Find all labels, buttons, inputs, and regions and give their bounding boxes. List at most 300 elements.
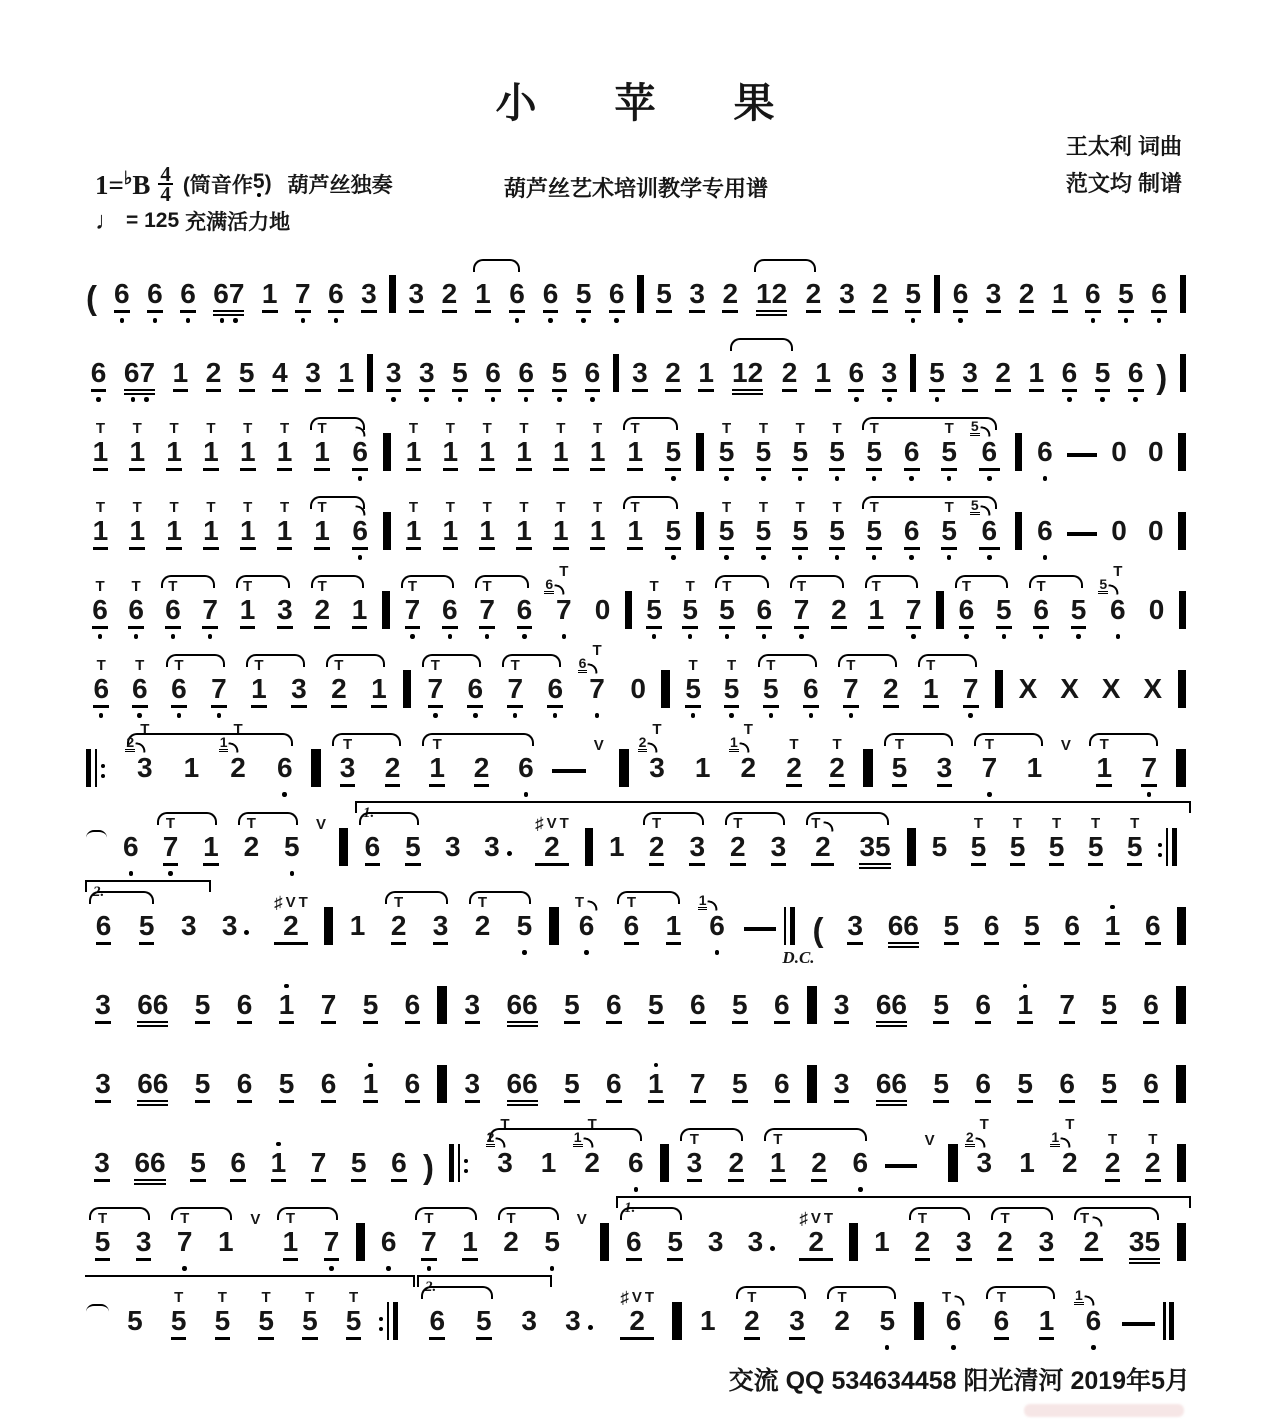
tonguing-mark: T <box>766 657 776 674</box>
note-inner <box>346 1277 362 1353</box>
octave-dot-low <box>217 713 222 718</box>
beam-zone <box>732 387 763 395</box>
note-digit-row <box>507 1068 538 1098</box>
note-digit-row <box>996 594 1012 624</box>
note-digit: 1 <box>172 357 189 388</box>
beam-line <box>876 1100 907 1102</box>
note <box>866 1198 898 1274</box>
note-inner <box>222 882 250 958</box>
note-digit: 1 <box>92 436 109 467</box>
note <box>356 250 381 326</box>
tonguing-mark: T <box>500 1116 510 1133</box>
note-ornament-zone <box>729 721 759 752</box>
barline <box>549 907 558 945</box>
note-digit: 7 <box>555 594 572 625</box>
note-digit: 1 <box>1096 752 1113 783</box>
octave-dot-low <box>671 555 676 560</box>
note-digit-row <box>923 673 939 703</box>
beam-line <box>962 389 978 392</box>
octave-dot-zone <box>987 553 992 563</box>
note-digit: 7 <box>323 1226 340 1257</box>
beam-zone <box>443 466 459 474</box>
note <box>510 408 539 484</box>
note-digit: 1 <box>203 831 219 862</box>
slur-arc-icon <box>332 733 401 746</box>
slur-group <box>495 1198 569 1274</box>
note-digit: 7 <box>589 673 605 704</box>
tonguing-mark: T <box>96 657 106 674</box>
note-digit-row <box>984 910 1000 940</box>
slur-group <box>617 1198 692 1274</box>
ornament-marks <box>519 499 528 515</box>
note-digit-row <box>92 594 108 624</box>
note-digit-row <box>433 910 449 940</box>
beam-line <box>941 547 957 550</box>
tonguing-mark: T <box>285 1210 296 1227</box>
bar-thin <box>458 1144 461 1182</box>
note-inner <box>1118 250 1134 326</box>
note-digit-row <box>203 436 219 466</box>
beam-line <box>883 705 899 708</box>
barline <box>936 591 944 629</box>
beam-line <box>385 784 401 787</box>
beam-line <box>876 1021 907 1023</box>
beam-line <box>240 626 256 629</box>
slur-group <box>803 803 899 879</box>
beam-line <box>732 1021 748 1024</box>
note <box>86 645 116 721</box>
note-digit: 6 <box>92 594 108 625</box>
grace-curl-icon <box>495 1137 507 1147</box>
note-digit: 7 <box>176 1226 193 1257</box>
barline <box>403 670 411 708</box>
slur-group <box>412 1198 486 1274</box>
ending-label: 1. <box>624 1200 636 1216</box>
note-digit-row <box>1085 278 1101 308</box>
note-inner <box>732 1040 748 1116</box>
note <box>879 882 927 958</box>
beam-zone <box>756 308 787 316</box>
beam-zone <box>732 1019 748 1027</box>
note-inner <box>258 1277 274 1353</box>
note <box>86 961 120 1037</box>
beam-line <box>1095 389 1111 392</box>
beam-zone <box>314 545 330 553</box>
beam-line <box>690 1100 706 1103</box>
augmentation-dot <box>244 930 249 935</box>
beam-line <box>1049 863 1065 866</box>
beam-zone <box>184 782 200 790</box>
note-digit-row <box>95 989 111 1019</box>
note-inner <box>114 250 130 326</box>
note-inner <box>698 882 728 958</box>
beam-line <box>756 310 787 312</box>
note-inner <box>564 1040 580 1116</box>
note-digit-row <box>485 357 501 387</box>
beam-line <box>1127 863 1143 866</box>
note-inner <box>443 408 459 484</box>
note-digit-row <box>1111 436 1127 466</box>
note <box>511 1277 547 1353</box>
note-ornament-zone <box>759 408 768 436</box>
note-digit-row <box>624 910 640 940</box>
note-inner <box>507 1040 538 1116</box>
repeat-dots <box>101 764 105 778</box>
note-ornament-zone <box>243 487 252 515</box>
beam-zone <box>1059 1098 1075 1106</box>
note-digit-row <box>995 357 1011 387</box>
note-digit: 5 <box>929 357 945 388</box>
note <box>168 329 193 405</box>
note-digit: 1 <box>314 436 330 467</box>
beam-line <box>95 1258 111 1261</box>
ornament-marks <box>744 723 753 737</box>
slur-arc-icon <box>236 575 290 588</box>
tonguing-mark: T <box>243 499 253 516</box>
note <box>1141 408 1170 484</box>
score-line <box>86 882 1186 967</box>
title-char: 苹 <box>614 80 658 126</box>
note-inner <box>409 250 425 326</box>
note-inner <box>1049 803 1065 879</box>
beam-line <box>1105 942 1121 945</box>
note-digit: 6 <box>903 515 920 546</box>
note-digit-row <box>163 831 179 861</box>
note-digit-row <box>475 278 491 308</box>
beam-zone <box>888 940 919 948</box>
beam-zone <box>239 387 255 395</box>
note-digit-row <box>933 989 949 1019</box>
note-digit: 7 <box>479 594 495 625</box>
beam-line <box>576 310 592 313</box>
octave-dot-low <box>550 1266 555 1271</box>
beam-line <box>516 547 532 550</box>
tonguing-mark: T <box>243 420 253 437</box>
grace-digit: 2 <box>965 1129 974 1145</box>
sharp-icon: ♯ <box>274 893 283 912</box>
beam-line <box>338 389 354 392</box>
beam-zone <box>240 624 256 632</box>
watermark <box>1024 1404 1184 1417</box>
octave-dot-zone <box>491 395 496 405</box>
grace-curl-icon <box>228 742 240 752</box>
note-digit: 66 <box>134 1147 166 1178</box>
note-digit: 1 <box>338 357 354 388</box>
note-inner <box>829 487 845 563</box>
note-digit-row <box>1143 989 1159 1019</box>
beam-line <box>834 1100 850 1103</box>
note-digit-row <box>351 1147 367 1177</box>
beam-line <box>1085 310 1101 313</box>
note-digit: 5 <box>1070 594 1087 625</box>
note-digit-row <box>1071 594 1087 624</box>
beam-line <box>476 1337 492 1340</box>
tonguing-mark: T <box>1113 563 1123 580</box>
note-digit: 5 <box>284 831 300 862</box>
note <box>1080 250 1105 326</box>
note-digit: 7 <box>793 594 810 625</box>
repeat-end <box>379 1302 410 1340</box>
note-digit-row <box>932 831 948 861</box>
beam-zone <box>1029 387 1045 395</box>
grace-curl-icon <box>587 663 599 673</box>
note-digit-row <box>629 1305 645 1335</box>
note-digit: 5 <box>718 436 735 467</box>
beam-zone <box>385 782 401 790</box>
repeat-dot <box>101 764 105 768</box>
beam-line <box>1088 863 1104 866</box>
octave-dot-low <box>182 1266 187 1271</box>
beam-line <box>314 547 330 550</box>
note-inner <box>965 1116 995 1195</box>
slur-arc-icon <box>326 654 385 667</box>
beam-line <box>429 784 445 787</box>
note-digit-row <box>230 1147 246 1177</box>
note-digit-row <box>251 673 267 703</box>
tonguing-mark: T <box>1036 578 1046 595</box>
octave-dot-low <box>233 318 238 323</box>
note-digit-row <box>1145 910 1161 940</box>
note-inner <box>1064 882 1080 958</box>
note-digit: 6 <box>1085 278 1101 309</box>
note-inner <box>648 1040 664 1116</box>
tonguing-mark: T <box>342 736 353 753</box>
beam-line <box>173 389 189 392</box>
note-digit-row <box>584 1147 600 1177</box>
note-ornament-zone <box>409 487 418 515</box>
note <box>209 250 250 326</box>
note-inner <box>708 1198 724 1274</box>
slur-group <box>751 250 827 326</box>
note-inner <box>975 1040 991 1116</box>
beam-zone <box>475 940 491 948</box>
beam-zone <box>553 545 569 553</box>
note-inner <box>173 329 189 405</box>
note-digit: 5 <box>829 436 845 467</box>
tonguing-mark: T <box>135 657 145 674</box>
slur-group <box>274 1198 348 1274</box>
note-digit-row <box>565 1305 593 1335</box>
note-digit: 1 <box>166 515 182 546</box>
tonguing-mark: T <box>477 894 488 911</box>
beam-zone <box>647 782 668 790</box>
note-digit: 5 <box>665 515 682 546</box>
note-digit-row <box>479 436 495 466</box>
note-digit: 1 <box>868 594 885 625</box>
octave-dot-zone <box>1067 395 1072 405</box>
beam-zone <box>1148 545 1164 553</box>
note-inner <box>445 803 461 879</box>
note <box>205 1277 241 1353</box>
note-digit: 6 <box>171 673 187 704</box>
note <box>182 1119 214 1195</box>
slur-group <box>472 566 539 642</box>
octave-dot-zone <box>550 1264 555 1274</box>
note-digit-row <box>277 436 293 466</box>
note-digit-row <box>406 436 422 466</box>
ornament-marks <box>796 499 805 515</box>
beam-line <box>876 1025 907 1027</box>
note-ornament-zone <box>446 408 455 436</box>
note <box>455 1040 489 1116</box>
notation-body <box>0 246 1272 1353</box>
note-digit-row <box>95 1068 111 1098</box>
ornament-marks <box>832 499 841 515</box>
beam-line <box>843 705 859 708</box>
tonguing-mark: T <box>217 1289 227 1306</box>
note <box>901 250 926 326</box>
barline <box>600 1223 609 1261</box>
beam-zone <box>190 1177 206 1185</box>
note-digit: 1 <box>815 357 831 388</box>
note-digit: 66 <box>506 1068 538 1099</box>
grace-digit: 1 <box>573 1129 582 1145</box>
sharp-icon: ♯ <box>620 1288 629 1307</box>
note-digit: 5 <box>723 673 740 704</box>
note <box>555 1040 589 1116</box>
slur-arc-icon <box>806 812 889 825</box>
note-inner <box>203 487 219 563</box>
note-inner <box>748 1198 776 1274</box>
note-digit-row <box>698 357 714 387</box>
note-ornament-zone <box>1099 563 1128 594</box>
beam-line <box>240 468 256 471</box>
note-digit-row <box>166 436 182 466</box>
note-digit: 1 <box>270 1147 287 1178</box>
note-ornament-zone <box>796 487 805 515</box>
note-digit: 1 <box>239 436 256 467</box>
breath-mark: V <box>285 894 296 911</box>
beam-zone <box>866 545 882 553</box>
note-digit: 6 <box>606 989 622 1020</box>
repeat-dot <box>464 1159 468 1163</box>
note <box>126 1119 174 1195</box>
beam-zone <box>1010 861 1026 869</box>
note-digit-row <box>132 673 148 703</box>
tonguing-mark: T <box>168 578 178 595</box>
beam-line <box>91 389 107 392</box>
beam-zone <box>996 624 1012 632</box>
note-digit: 5 <box>646 594 662 625</box>
octave-dot-low <box>1124 318 1129 323</box>
note <box>867 1040 917 1116</box>
beam-zone <box>626 1256 642 1264</box>
note-digit-row <box>756 278 787 308</box>
note-inner <box>95 1040 111 1116</box>
beam-zone <box>590 466 606 474</box>
note-digit-row <box>774 989 790 1019</box>
beam-line <box>698 389 714 392</box>
note-digit-row <box>859 831 890 861</box>
tonguing-mark: T <box>871 578 881 595</box>
barline <box>907 828 916 866</box>
note-inner <box>609 250 625 326</box>
beam-zone <box>879 1335 895 1343</box>
beam-line <box>371 705 387 708</box>
ornament-marks <box>593 499 602 515</box>
beam-line <box>124 389 155 391</box>
octave-dot-low <box>715 950 720 955</box>
octave-dot-low <box>911 318 916 323</box>
beam-zone <box>386 387 402 395</box>
note-digit: 7 <box>690 1068 706 1099</box>
octave-dot-zone <box>671 553 676 563</box>
note <box>86 1040 120 1116</box>
beam-line <box>203 468 219 471</box>
bar-thin <box>784 907 787 945</box>
note-digit-row <box>689 831 705 861</box>
octave-dot-low <box>120 318 125 323</box>
octave-dot-low <box>208 634 213 639</box>
beam-line <box>756 314 787 316</box>
beam-zone <box>517 940 533 948</box>
note-digit: 2 <box>834 1305 850 1336</box>
octave-dot-low <box>491 397 496 402</box>
note <box>580 329 605 405</box>
note-digit: 6 <box>131 673 148 704</box>
note-inner <box>277 487 293 563</box>
beam-line <box>421 1258 437 1261</box>
note-digit-row <box>606 1068 622 1098</box>
bar-thin <box>1166 828 1169 866</box>
note-digit-row <box>137 1068 168 1098</box>
beam-line <box>96 942 112 945</box>
slur-arc-icon <box>1089 733 1158 746</box>
ornament-marks <box>483 420 492 436</box>
score-line <box>86 803 1186 879</box>
slur-group <box>418 1277 503 1353</box>
note-inner <box>363 961 379 1037</box>
beam-line <box>509 310 525 313</box>
note-digit: 67 <box>123 357 156 388</box>
note-digit: 1 <box>648 1068 664 1099</box>
beam-line <box>627 547 643 550</box>
beam-line <box>165 626 181 629</box>
ornament-marks <box>95 578 104 594</box>
beam-line <box>859 863 890 865</box>
octave-dot-low <box>761 555 766 560</box>
beam-zone <box>665 387 681 395</box>
beam-zone <box>1096 782 1112 790</box>
pipe-note-post: ) <box>264 172 272 195</box>
note <box>1141 487 1170 563</box>
octave-dot-low <box>96 397 101 402</box>
note-digit-row <box>665 436 681 466</box>
note-digit-row <box>291 673 307 703</box>
note <box>1113 250 1138 326</box>
beam-line <box>975 1021 991 1024</box>
note-digit-row <box>240 594 256 624</box>
octave-dot-zone <box>485 632 490 642</box>
octave-dot-low <box>131 397 136 402</box>
note <box>924 329 949 405</box>
beam-zone <box>535 861 569 869</box>
note <box>639 1040 673 1116</box>
note-inner <box>147 250 163 326</box>
note-digit-row <box>302 1305 318 1335</box>
time-signature: $\frac{4}{4}$ <box>160 162 171 206</box>
octave-dot-low <box>614 318 619 323</box>
note-digit-row <box>883 673 899 703</box>
note-digit: 6 <box>1037 436 1053 467</box>
note <box>1094 645 1128 721</box>
note-digit: 1 <box>129 515 146 546</box>
bar-thick <box>1169 1302 1174 1340</box>
note-digit-row <box>202 594 218 624</box>
tonguing-mark: T <box>556 499 566 516</box>
note-ornament-zone <box>1108 1119 1117 1147</box>
note-digit-row <box>331 673 347 703</box>
